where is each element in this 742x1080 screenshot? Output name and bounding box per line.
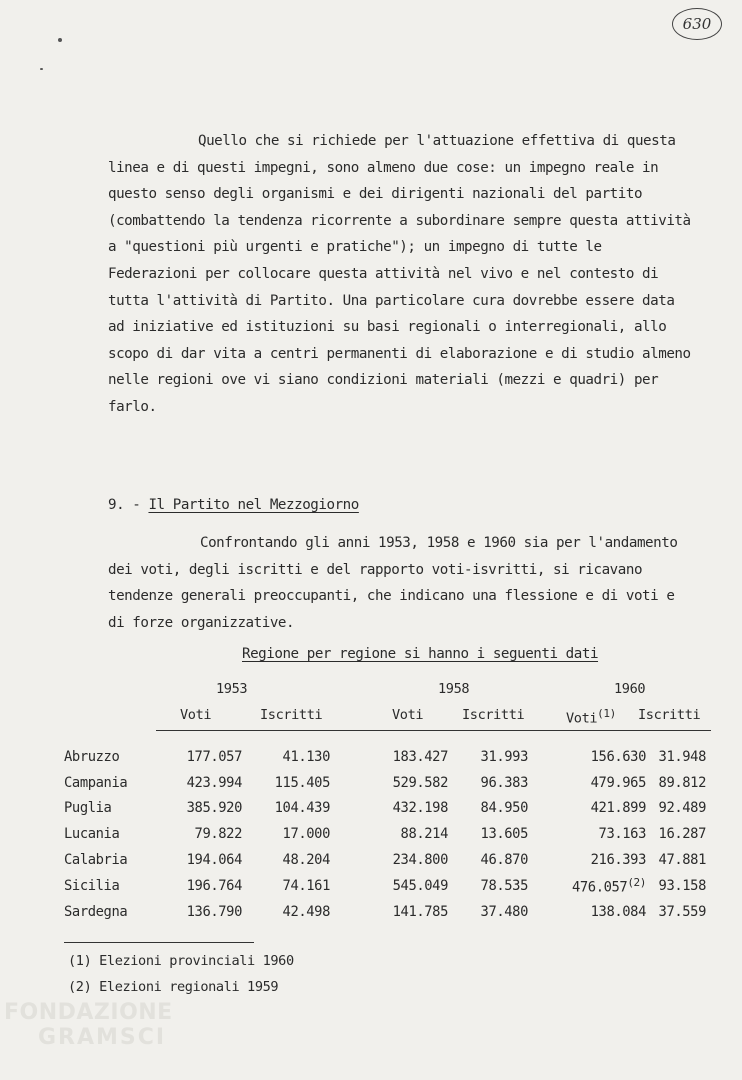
region-cell: Sicilia — [64, 877, 120, 894]
value-cell-v1958: 88.214 — [400, 826, 448, 843]
section-number: 9. - — [108, 497, 141, 513]
value-cell-i1960: 16.287 — [658, 826, 706, 843]
ink-speck — [40, 68, 43, 70]
value-cell-i1953: 42.498 — [282, 903, 330, 920]
value-cell-v1958: 234.800 — [392, 852, 448, 869]
value-cell-v1960: 156.630 — [590, 748, 646, 765]
value-cell-v1953: 177.057 — [186, 748, 242, 765]
value-cell-i1953: 17.000 — [282, 826, 330, 843]
watermark-line-2: GRAMSCI — [38, 1025, 167, 1050]
table-caption: Regione per regione si hanno i seguenti dati — [242, 646, 599, 662]
year-1953: 1953 — [216, 681, 248, 697]
value-cell-i1953: 48.204 — [282, 852, 330, 869]
region-cell: Calabria — [64, 852, 128, 869]
value-cell-i1953: 41.130 — [282, 748, 330, 765]
year-1958: 1958 — [438, 681, 470, 697]
value-cell-i1953: 115.405 — [274, 774, 330, 791]
region-cell: Sardegna — [64, 903, 128, 920]
value-cell-i1958: 31.993 — [480, 748, 528, 765]
paragraph-1: Quello che si richiede per l'attuazione effettiva di questa linea e di questi impegni, sono almeno due cose: un impegno reale in questo senso degli organismi e dei dirigenti nazionali del partito (combattendo la tendenza ricorrente a subordinare sempre questa attività a "questioni più urgenti e pratiche"); un impegno di tutte le Federazioni per collocare questa attività nel vivo e nel contesto di tutta l'attività di Partito. Una particolare cura dovrebbe essere data ad iniziative ed istituzioni su basi regionali o interregionali, allo scopo di dar vita a centri permanenti di elaborazione e di studio almeno nelle regioni ove vi siano condizioni materiali (mezzi e quadri) per farlo. — [108, 133, 691, 415]
region-cell: Puglia — [64, 800, 112, 817]
col-iscritti-1958: Iscritti — [462, 707, 525, 723]
value-cell-i1960: 89.812 — [658, 774, 706, 791]
footnote-mark-2: (2) — [627, 876, 646, 890]
value-cell-v1958: 183.427 — [392, 748, 448, 765]
value-cell-v1960: 476.057$^{(2)}$ — [571, 876, 646, 896]
col-voti-1960: Voti$^{(1)}$ — [566, 707, 616, 727]
value-cell-v1960: 73.163 — [598, 826, 646, 843]
region-cell: Lucania — [64, 826, 120, 843]
value-cell-i1958: 78.535 — [480, 877, 528, 894]
value-cell-i1960: 37.559 — [658, 903, 706, 920]
section-heading — [108, 497, 359, 513]
region-cell: Abruzzo — [64, 748, 120, 765]
value-cell-i1958: 37.480 — [480, 903, 528, 920]
table-row — [64, 899, 706, 925]
table-row — [64, 873, 706, 899]
section-title: Il Partito nel Mezzogiorno — [148, 497, 359, 513]
value-cell-i1960: 47.881 — [658, 852, 706, 869]
watermark-line-1: FONDAZIONE — [4, 1000, 173, 1025]
value-cell-i1953: 104.439 — [274, 800, 330, 817]
value-cell-i1958: 13.605 — [480, 826, 528, 843]
value-cell-v1953: 194.064 — [186, 852, 242, 869]
table-row — [64, 821, 706, 847]
value-cell-v1960: 138.084 — [590, 903, 646, 920]
value-cell-i1958: 84.950 — [480, 800, 528, 817]
value-cell-v1960: 479.965 — [590, 774, 646, 791]
value-cell-v1953: 79.822 — [194, 826, 242, 843]
table-row — [64, 796, 706, 822]
value-cell-v1953: 196.764 — [186, 877, 242, 894]
footnote-mark-1: (1) — [597, 707, 616, 720]
value-cell-v1958: 529.582 — [392, 774, 448, 791]
value-cell-i1958: 96.383 — [480, 774, 528, 791]
value-cell-v1958: 545.049 — [392, 877, 448, 894]
value-cell-i1960: 92.489 — [658, 800, 706, 817]
value-cell-v1960: 216.393 — [590, 852, 646, 869]
table-row — [64, 770, 706, 796]
ink-speck — [58, 38, 62, 42]
vote-table — [64, 744, 706, 925]
value-cell-v1953: 385.920 — [186, 800, 242, 817]
footnote-2: (2) Elezioni regionali 1959 — [68, 979, 279, 995]
table-row — [64, 744, 706, 770]
value-cell-i1958: 46.870 — [480, 852, 528, 869]
value-cell-v1958: 432.198 — [392, 800, 448, 817]
value-cell-v1958: 141.785 — [392, 903, 448, 920]
value-cell-v1953: 136.790 — [186, 903, 242, 920]
paragraph-2: Confrontando gli anni 1953, 1958 e 1960 sia per l'andamento dei voti, degli iscritti e del rapporto voti-isvritti, si ricavano tendenze generali preoccupanti, che indicano una flessione e di voti e di forze organizzative. — [108, 535, 678, 631]
table-header-rule — [156, 730, 711, 731]
value-cell-i1953: 74.161 — [282, 877, 330, 894]
footnote-rule — [64, 942, 254, 943]
value-cell-v1953: 423.994 — [186, 774, 242, 791]
value-cell-v1960: 421.899 — [590, 800, 646, 817]
col-voti-1953: Voti — [180, 707, 212, 723]
col-iscritti-1953: Iscritti — [260, 707, 323, 723]
value-cell-i1960: 31.948 — [658, 748, 706, 765]
foundation-watermark — [4, 1000, 194, 1050]
year-1960: 1960 — [614, 681, 646, 697]
region-cell: Campania — [64, 774, 128, 791]
col-iscritti-1960: Iscritti — [638, 707, 701, 723]
value-cell-i1960: 93.158 — [658, 877, 706, 894]
footnote-1: (1) Elezioni provinciali 1960 — [68, 953, 294, 969]
col-voti-1958: Voti — [392, 707, 424, 723]
page-number: 630 — [672, 8, 722, 40]
table-row — [64, 847, 706, 873]
